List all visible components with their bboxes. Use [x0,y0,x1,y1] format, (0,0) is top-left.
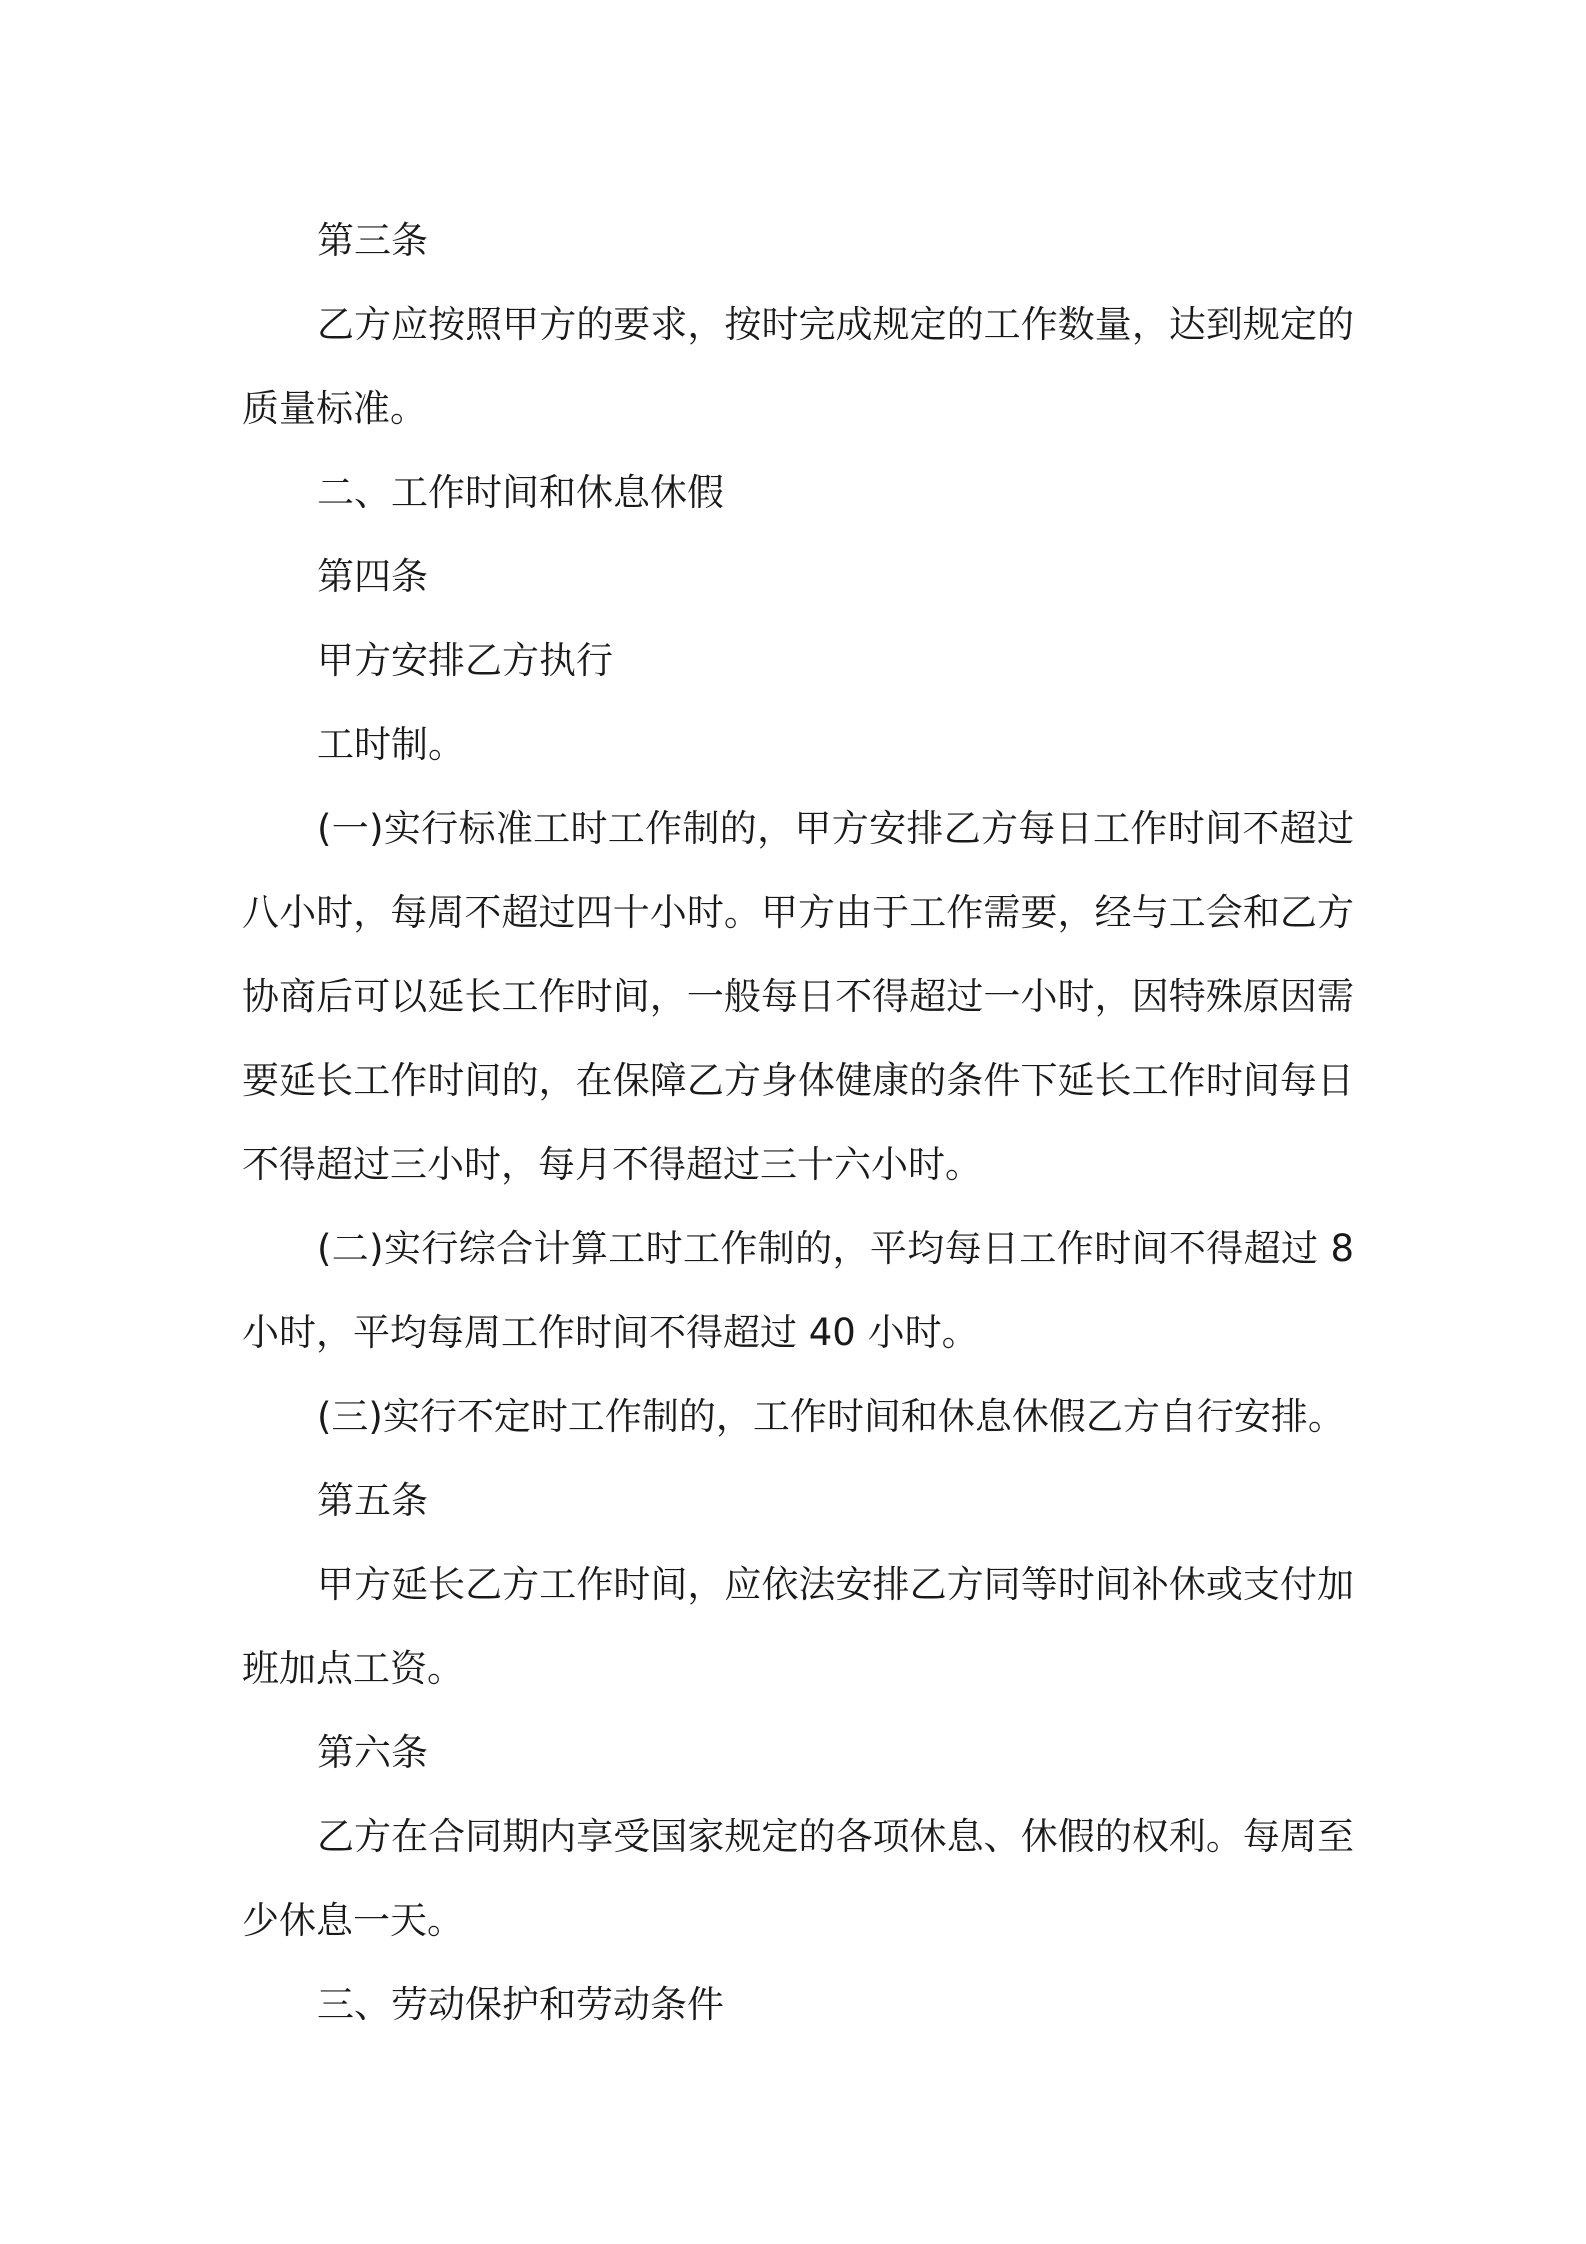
article-5-text: 甲方延长乙方工作时间，应依法安排乙方同等时间补休或支付加班加点工资。 [242,1563,1354,1690]
article-4-heading: 第四条 [317,555,428,598]
article-5-heading: 第五条 [317,1479,428,1522]
article-3-heading: 第三条 [317,219,428,262]
article-4-clause-2: (二)实行综合计算工时工作制的，平均每日工作时间不得超过 8 小时，平均每周工作时间不得超过 40 小时。 [242,1227,1354,1354]
article-4-clause-3: (三)实行不定时工作制的，工作时间和休息休假乙方自行安排。 [317,1395,1345,1438]
section-3-heading: 三、劳动保护和劳动条件 [317,1983,724,2026]
article-4-text-line-2: 工时制。 [317,723,465,766]
section-2-heading: 二、工作时间和休息休假 [317,471,724,514]
article-6-heading: 第六条 [317,1731,428,1774]
article-4-clause-1: (一)实行标准工时工作制的，甲方安排乙方每日工作时间不超过八小时，每周不超过四十小时。甲方由于工作需要，经与工会和乙方协商后可以延长工作时间，一般每日不得超过一小时，因特殊原因需要延长工作时间的，在保障乙方身体健康的条件下延长工作时间每日不得超过三小时，每月不得超过三十六小时。 [242,807,1354,1186]
article-3-text: 乙方应按照甲方的要求，按时完成规定的工作数量，达到规定的质量标准。 [242,303,1354,430]
article-4-text-line-1: 甲方安排乙方执行 [317,639,613,682]
article-6-text: 乙方在合同期内享受国家规定的各项休息、休假的权利。每周至少休息一天。 [242,1815,1354,1942]
document-body [242,199,1354,2047]
